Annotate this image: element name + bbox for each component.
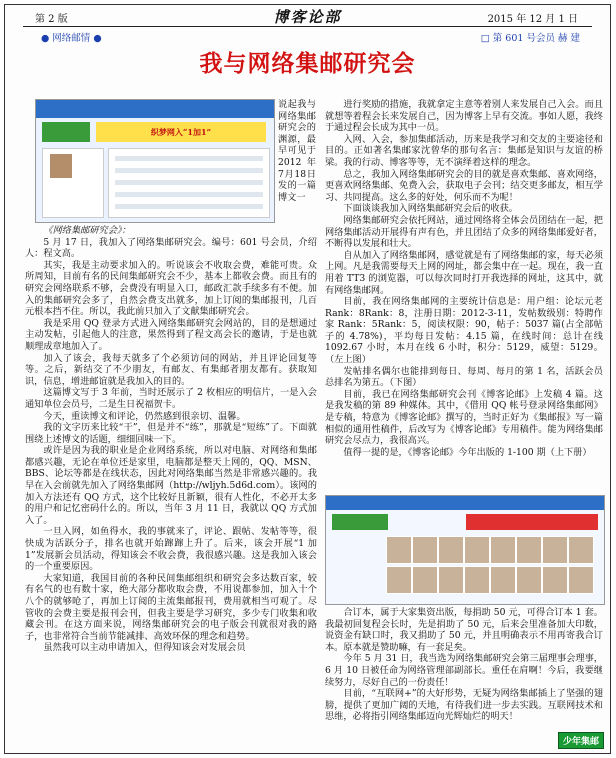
member-photo — [386, 566, 412, 594]
left-column — [25, 225, 317, 654]
right-column-top — [325, 99, 603, 458]
page-header — [5, 5, 610, 25]
site-banner: 织梦网入“1加1” — [96, 122, 266, 142]
member-photo — [464, 566, 490, 594]
issue-date: 2015 年 12 月 1 日 — [487, 14, 578, 25]
avatar — [50, 154, 72, 178]
paragraph: 目前，我在网络集邮网的主要统计信息是：用户组：论坛元老 Rank：8Rank：8，注册日期：2012-3-11，发帖数级别：特聘作家 Rank：5Rank：5，阅读权限：90，帖子：5037 篇(占全部帖子的 4.78%)，平均每日发帖：4.15 篇，在线时间：总计在线 1092.67 小时，本月在线 6 小时，积分：5129，威望：5129。（左上图） — [325, 296, 603, 366]
right-column-bottom — [325, 607, 603, 723]
member-photo — [568, 536, 594, 564]
stats-panel — [108, 148, 270, 218]
member-photo — [516, 536, 542, 564]
member-photo — [568, 566, 594, 594]
member-photo — [542, 536, 568, 564]
paragraph: 大家知道，我国目前的各种民间集邮组织和研究会多达数百家，较有名气的也有数十家，绝大部分都收取会费，不用说都参加，加入十个八个的就够呛了，再加上订阅的主流集邮报刊，费用就相当可观了。尽管收的会费主要是报刊会刊，但我主要是学习研究，多少专门收集和收藏会刊。在这方面来说，网络集邮研究会的电子版会刊就很对我的路子，也非常符合当前节能减排、高效环保的理念和趋势。 — [25, 572, 317, 642]
forum-screenshot-image — [35, 99, 275, 223]
ranking-screenshot-image — [325, 495, 605, 605]
paragraph: 进行奖励的措施，我就拿定主意等着别人来发展自己入会。而且就想等着程会长来发展自己，因为博客上早有交流。事如人愿，我终于通过程会长成为其中一员。 — [325, 99, 603, 134]
paragraph: 其实，我是主动要求加入的。听说该会不收取会费，难能可贵。众所周知，目前有名的民间集邮研究会不少，基本上都收会费。而且有的研究会网络联系不够，会费没有明显入口，邮政汇款手续多有不便。加入的集邮研究会多了，自然会费支出就多，加上订阅的集邮报刊，几百元根本挡不住。所以，我此前只加入了文献集邮研究会。 — [25, 259, 317, 318]
intro-text: 说起我与网络集邮研究会的渊源，最早可见于 2012年7月18日发的一篇博文一 — [278, 99, 316, 203]
ad-banner — [466, 514, 598, 530]
subheader — [5, 29, 610, 43]
paragraph: 总之，我加入网络集邮研究会的目的就是喜欢集邮、喜欢网络，更喜欢网络集邮、免费入会，获取电子会刊；结交更多邮友，相互学习、共同提高。这么多的好处，何乐而不为呢！ — [325, 168, 603, 203]
paragraph: 虽然我可以主动申请加入，但得知该会对发展会员 — [43, 642, 246, 654]
member-photo — [490, 566, 516, 594]
edition-number: 第 2 版 — [35, 14, 68, 25]
paragraph: 我的文字历来比较“干”，但是并不“练”，那就是“短练”了。下面就围绕上述博文的话题，细细回味一下。 — [25, 422, 317, 445]
browser-bar-2 — [326, 496, 604, 510]
author-line: □ 第 601 号会员 赫 建 — [480, 33, 580, 44]
shaonian-jiyou-badge: 少年集邮 — [558, 732, 604, 749]
header-rule — [23, 26, 592, 27]
site-logo-2 — [332, 514, 388, 530]
member-photo — [412, 566, 438, 594]
column-name: ● 网络邮情 ● — [41, 33, 102, 44]
paragraph: 目前，我已在网络集邮研究会刊《博客论邮》上发稿 4 篇。这是我发稿的第 89 种媒体。其中，《借用 QQ 帐号登录网络集邮网》是专稿，特意为《博客论邮》撰写的，当时正好为《集邮报》写一篇相似的通用性稿件，后改写为《博客论邮》专用稿件。能为网络集邮研究会尽点力，我很高兴。 — [325, 388, 603, 447]
paragraph: 《网络集邮研究会》： — [43, 225, 131, 236]
newspaper-page — [4, 4, 611, 754]
paragraph: 值得一提的是，《博客论邮》今年出版的 1-100 期（上下册） — [343, 446, 592, 458]
paragraph: 下面谈谈我加入网络集邮研究会后的收获。 — [343, 203, 518, 215]
member-photo — [542, 566, 568, 594]
paragraph: 今年 5 月 31 日，我当选为网络集邮研究会第三届理事会理事，6 月 10 日被任命为网络管理部副部长。重任在肩啊！今后，我要继续努力，尽好自己的一份责任！ — [325, 653, 603, 688]
article-title: 我与网络集邮研究会 — [199, 50, 416, 77]
paragraph: 发帖排名偶尔也能排到每日、每周、每月的第 1 名，活跃会员总排名为第五。（下图） — [325, 365, 603, 389]
paragraph: 合订本，属于大家集资出版，每捐助 50 元，可得合订本 1 套。我最初回复程会长时，先是捐助了 50 元，后来会里准备加大印数，说资金有缺口时，我又捐助了 50 元，并且明确表示不用再寄我合订本。原本就是赞助嘛，有一套足矣。 — [325, 607, 603, 653]
paragraph: 加入了该会，我每天就多了个必须访问的网站，并且评论回复等等。之后，新结交了不少朋友，有邮友、有集邮者朋友都有。获取知识，信息，增进邮谊就是我加入的目的。 — [25, 352, 317, 387]
paragraph: 这篇博文写于 3 年前，当时还展示了 2 枚相应的明信片，一是入会通知单位会员号，二是生日祝福贺卡。 — [25, 387, 317, 410]
member-photo — [464, 536, 490, 564]
member-photo — [490, 536, 516, 564]
browser-bar — [36, 100, 274, 118]
paragraph: 今天，重读博文和评论，仍然感到很亲切、温馨。 — [43, 410, 246, 422]
member-photo-grid — [386, 536, 598, 598]
masthead: 博客论部 — [273, 8, 342, 26]
member-photo — [438, 566, 464, 594]
paragraph: 或许是因为我的职业是企业网络系统，所以对电脑、对网络和集邮都感兴趣，无论在单位还是家里，电脑都是整天上网的，QQ、MSN、BBS、论坛等都是在线状态，因此对网络集邮当然是非常感兴趣的。我早在入会前就先加入了网络集邮网（http://wljyh.5d6d.com）。该网的加入方法还有 QQ 方式，这个比较好且新颖，很有人性化，不必开太多的用户和记忆密码什么的。所以，当年 3 月 11 日，我就以 QQ 方式加入了。 — [25, 445, 317, 526]
paragraph: 目前，“互联网+”的大好形势，无疑为网络集邮插上了坚强的翅膀，提供了更加广阔的天地，有待我们进一步去实践。互联网技术和思维，必将指引网络集邮迈向光辉灿烂的明天！ — [325, 688, 603, 723]
member-photo — [412, 536, 438, 564]
site-logo — [42, 122, 90, 142]
member-photo — [516, 566, 542, 594]
member-photo — [438, 536, 464, 564]
paragraph: 一旦入网，如鱼得水，我的事就来了，评论、跟帖、发帖等等，很快成为活跃分子，排名也就开始蹿蹿上升了。后来，该会开展“1 加 1”发展新会员活动，得知该会不收会费，我很感兴趣。这是我加入该会的一个重要原因。 — [25, 526, 317, 573]
member-photo — [386, 536, 412, 564]
paragraph: 网络集邮研究会依托网站，通过网络将全体会员团结在一起，把网络集邮活动开展得有声有色，并且团结了众多的网络集邮爱好者，不断得以发展和壮大。 — [325, 214, 603, 250]
paragraph: 5 月 17 日，我加入了网络集邮研究会。编号：601 号会员，介绍人：程文高。 — [25, 236, 317, 260]
paragraph: 入网、入会，参加集邮活动，历来是我学习和交友的主要途径和目的。正如著名集邮家沈曾华的那句名言：集邮是知识与友谊的桥梁。我的行动、博客等等，无不演绎着这样的理念。 — [325, 133, 603, 168]
paragraph: 自从加入了网络集邮网，感觉就是有了网络集邮的家，每天必须上网。凡是我需要每天上网的网址，都会集中在一起。现在，我一直用着 TT3 的浏览器，可以每次同时打开我选择的网址，这其中，就有网络集邮网。 — [325, 249, 603, 296]
paragraph: 我是采用 QQ 登录方式进入网络集邮研究会网站的，目的是想通过主动发帖，引起他人的注意，果然得到了程文高会长的邀请，于是也就顺理成章地加入了。 — [25, 317, 317, 352]
